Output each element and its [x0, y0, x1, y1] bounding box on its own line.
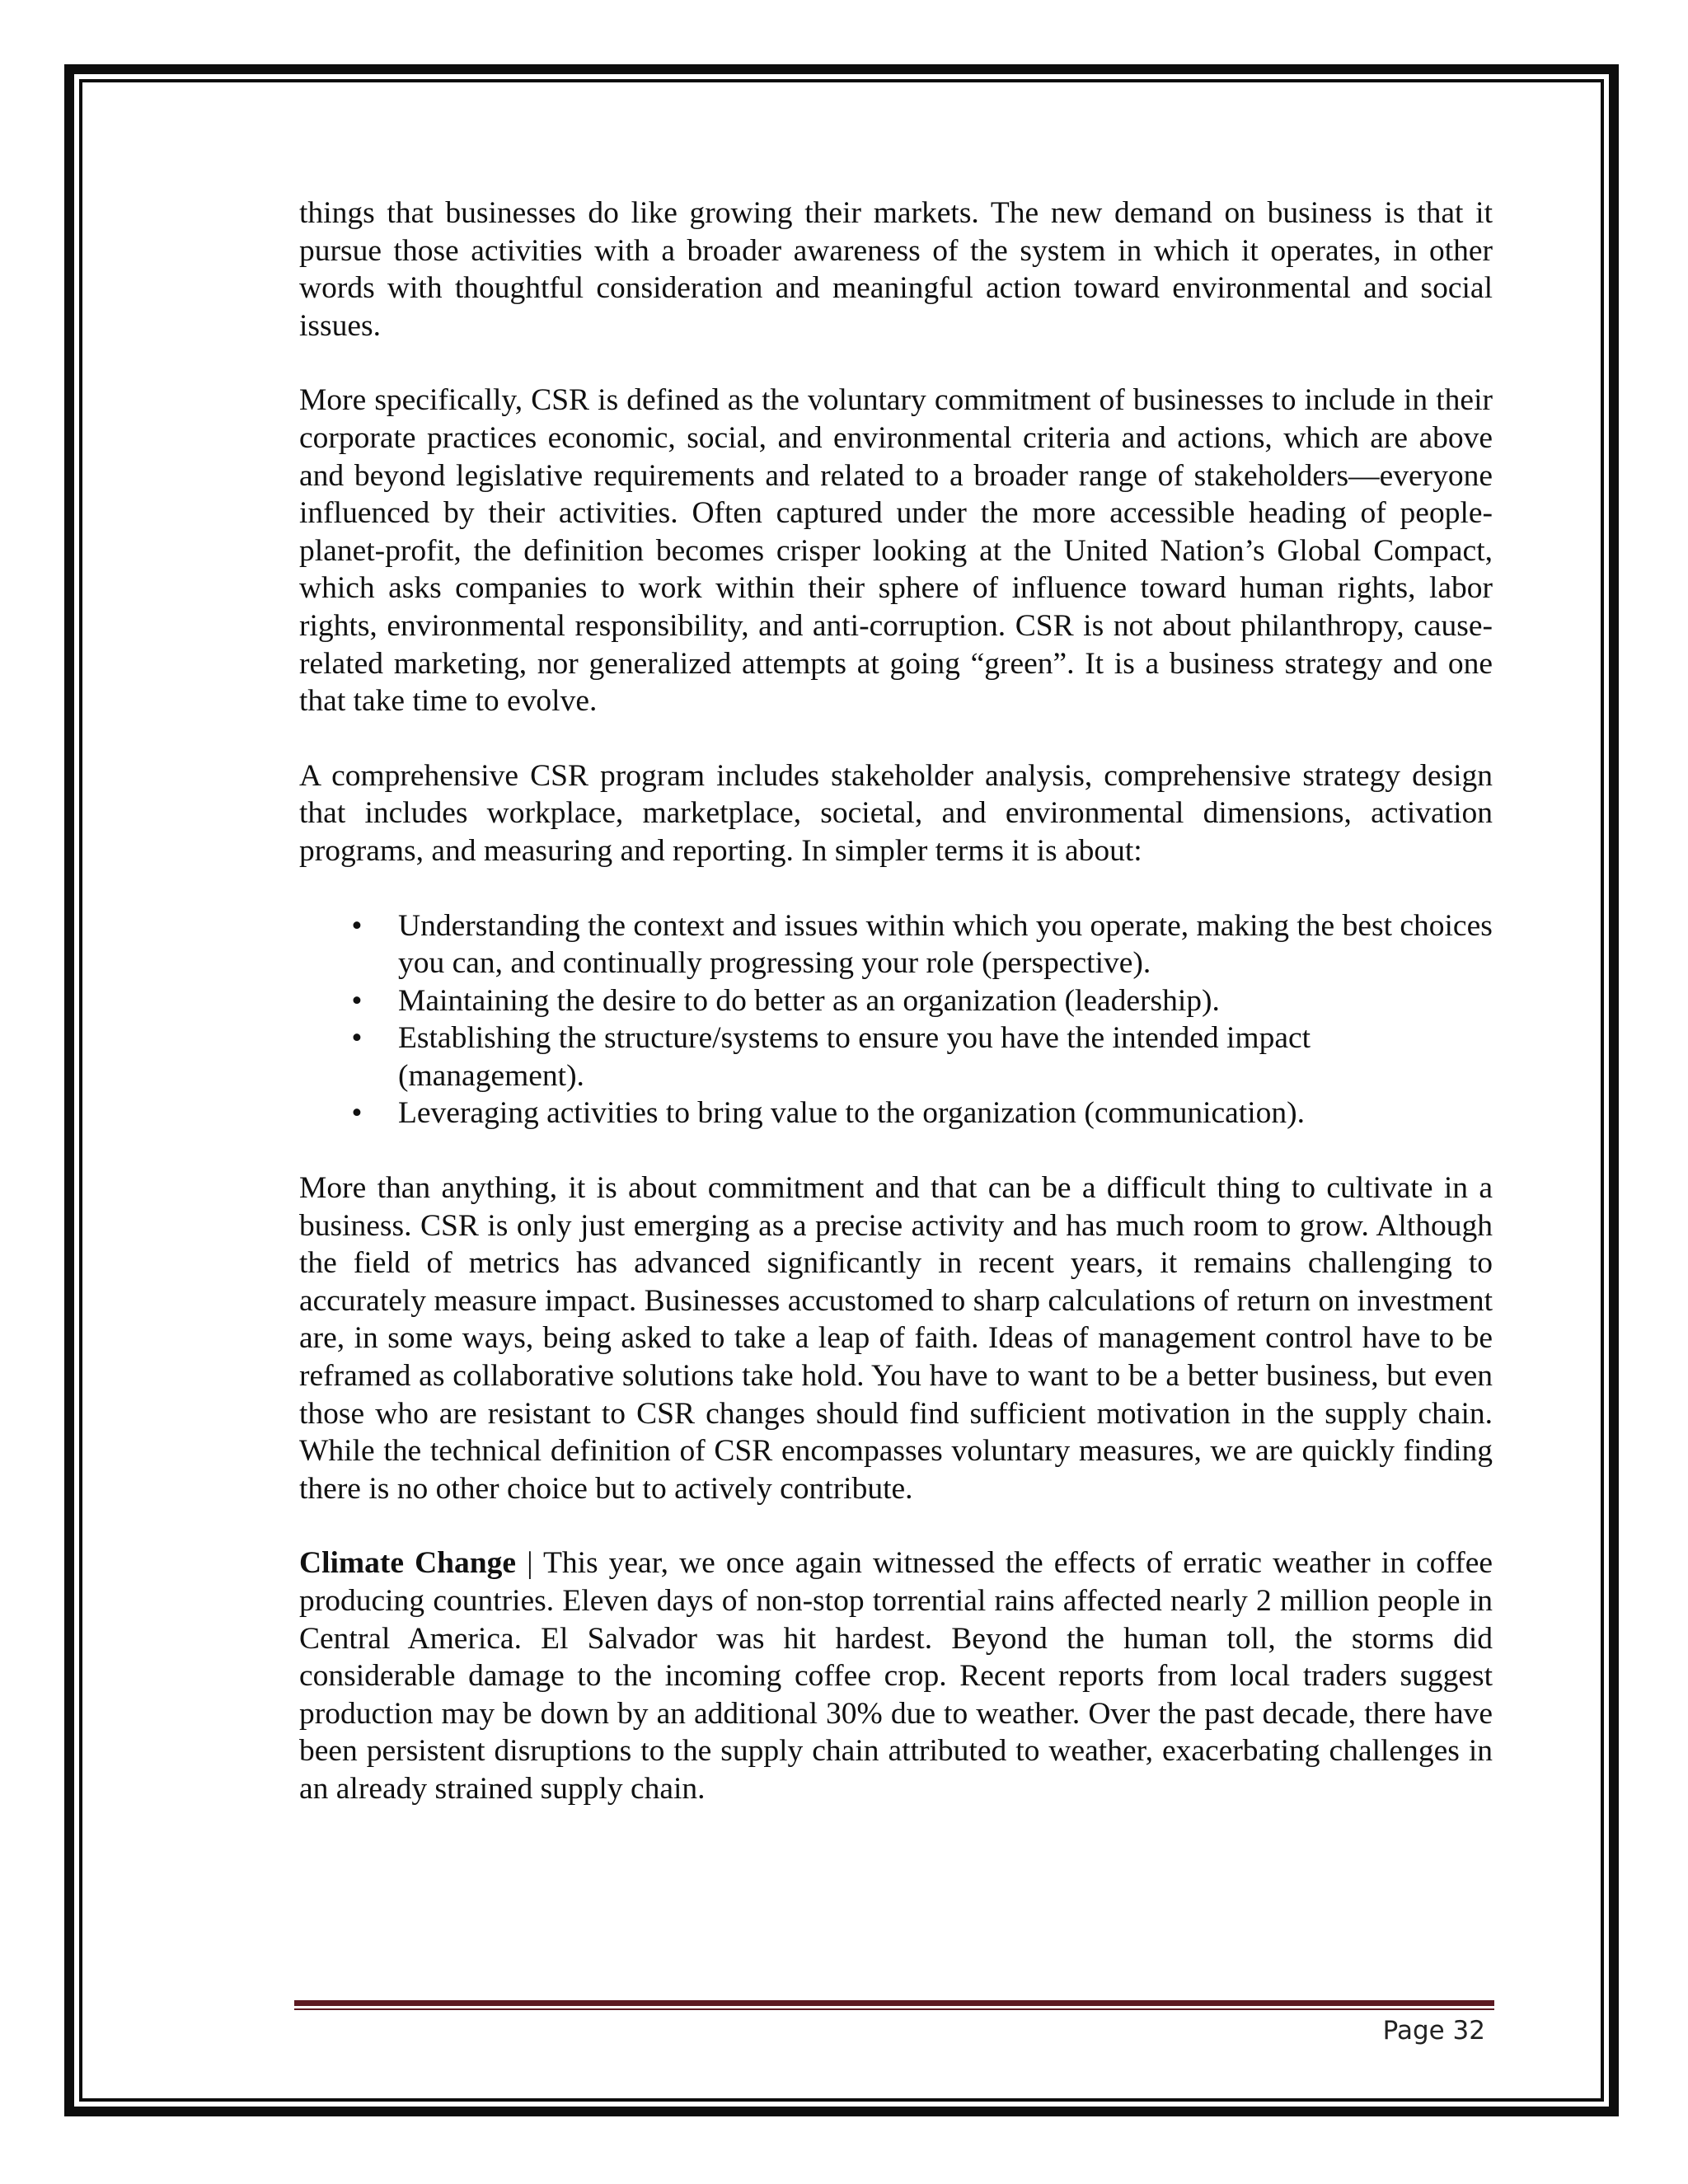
footer-rule-thin [294, 2008, 1494, 2010]
list-item-text: Establishing the structure/systems to ensure you have the intended impact (management). [398, 1021, 1311, 1093]
climate-change-heading: Climate Change [299, 1546, 517, 1581]
paragraph-csr-definition: More specifically, CSR is defined as the voluntary commitment of businesses to include in their corporate practices economic, social, and environmental criteria and actions, which are above and beyond legislative requirements and related to a broader range of stakeholders—everyone influenced by their activities. Often captured under the more accessible heading of people-planet-profit, the definition becomes crisper looking at the United Nation’s Global Compact, which asks companies to work within their sphere of influence toward human rights, labor rights, environmental responsibility, and anti-corruption. CSR is not about philanthropy, cause-related marketing, nor generalized attempts at going “green”. It is a business strategy and one that take time to evolve. [299, 383, 1493, 719]
list-item [299, 1019, 1493, 1094]
bullet-icon: • [351, 1021, 363, 1056]
list-item-text: Leveraging activities to bring value to the organization (communication). [398, 1096, 1306, 1131]
document-body [299, 194, 1493, 1845]
bullet-icon: • [351, 908, 363, 943]
paragraph-csr-program: A comprehensive CSR program includes stakeholder analysis, comprehensive strategy design that includes workplace, marketplace, societal, and environmental dimensions, activation programs, and measuring and reporting. In simpler terms it is about: [299, 758, 1493, 868]
paragraph-climate-change [299, 1544, 1493, 1807]
climate-change-text: | This year, we once again witnessed the effects of erratic weather in coffee producing countries. Eleven days of non-stop torrential rains affected nearly 2 million people in Central America. El Salvador was hit hardest. Beyond the human toll, the storms did considerable damage to the incoming coffee crop. Recent reports from local traders suggest production may be down by an additional 30% due to weather. Over the past decade, there have been persistent disruptions to the supply chain attributed to weather, exacerbating challenges in an already strained supply chain. [299, 1546, 1493, 1806]
list-item [299, 982, 1493, 1020]
bullet-icon: • [351, 983, 363, 1018]
paragraph-commitment: More than anything, it is about commitment and that can be a difficult thing to cultivate in a business. CSR is only just emerging as a precise activity and has much room to grow. Although the field of metrics has advanced significantly in recent years, it remains challenging to accurately measure impact. Businesses accustomed to sharp calculations of return on investment are, in some ways, being asked to take a leap of faith. Ideas of management control have to be reframed as collaborative solutions take hold. You have to want to be a better business, but even those who are resistant to CSR changes should find sufficient motivation in the supply chain. While the technical definition of CSR encompasses voluntary measures, we are quickly finding there is no other choice but to actively contribute. [299, 1171, 1493, 1506]
bullet-icon: • [351, 1096, 363, 1131]
list-item [299, 907, 1493, 982]
footer-rule-thick [294, 2000, 1494, 2006]
paragraph-intro: things that businesses do like growing their markets. The new demand on business is that it pursue those activities with a broader awareness of the system in which it operates, in other words with thoughtful consideration and meaningful action toward environmental and social issues. [299, 196, 1493, 343]
page-number: Page 32 [1382, 2016, 1485, 2046]
list-item [299, 1094, 1493, 1132]
list-item-text: Understanding the context and issues within which you operate, making the best choices you can, and continually progressing your role (perspective). [398, 908, 1493, 981]
list-item-text: Maintaining the desire to do better as an organization (leadership). [398, 983, 1220, 1018]
bullet-list [299, 907, 1493, 1133]
